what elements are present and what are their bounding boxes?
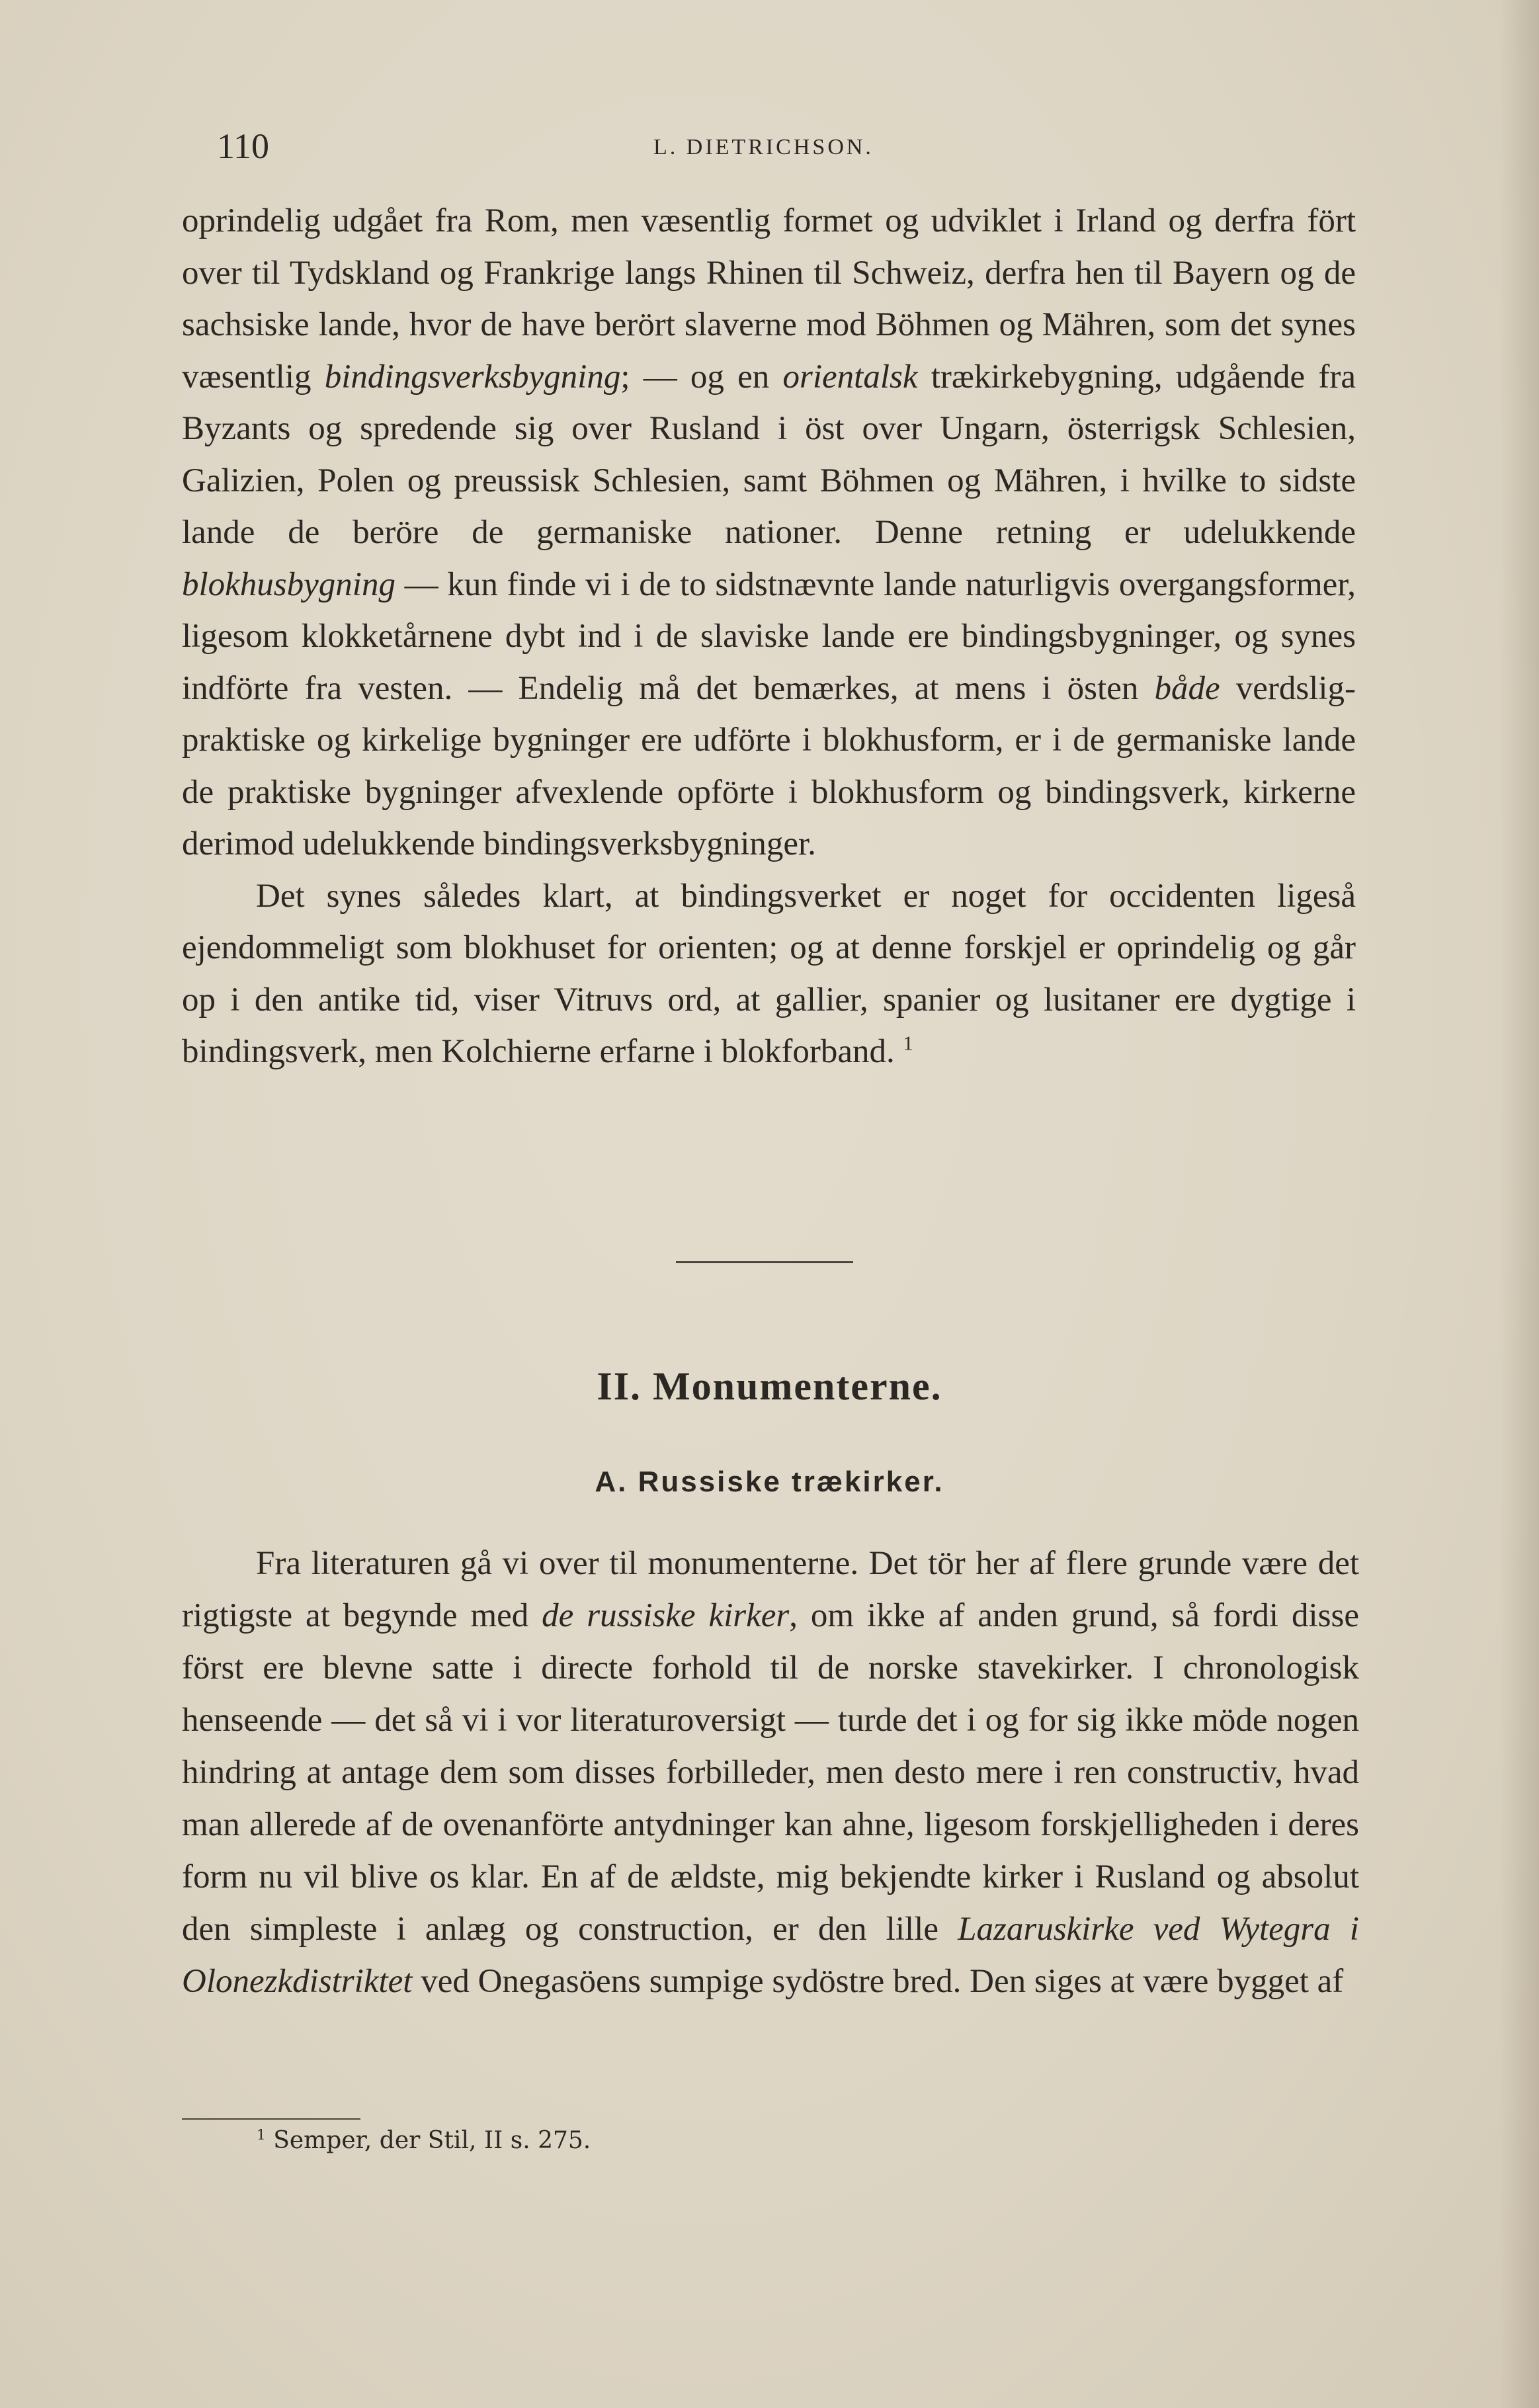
text-segment: ; — og en [620, 358, 783, 395]
running-head: L. DIETRICHSON. [653, 135, 874, 159]
paragraph-2 [182, 870, 1356, 1078]
text-segment: verdslig-praktiske og kirkelige bygninger ere udförte i blokhusform, er i de germaniske lande de praktiske bygninger afvexlende opförte i blokhusform og bindingsverk, kirkerne derimod udelukkende bindingsverksbygninger. [182, 669, 1356, 862]
text-segment: , om ikke af anden grund, så fordi disse först ere blevne satte i directe forhold til de norske stavekirker. I chronologisk henseende — det så vi i vor literaturoversigt — turde det i og for sig ikke möde nogen hindring at antage dem som disses forbilleder, men desto mere i ren constructiv, hvad man allerede af de ovenanförte antydninger kan ahne, ligesom forskjelligheden i deres form nu vil blive os klar. En af de ældste, mig bekjendte kirker i Rusland og absolut den simpleste i anlæg og construction, er den lille [182, 1597, 1359, 1948]
italic-term: både [1154, 669, 1220, 707]
footnote-marker: 1 [257, 2127, 266, 2144]
page-header [217, 126, 1354, 172]
paragraph-1 [182, 195, 1356, 870]
page-number: 110 [217, 126, 269, 166]
text-segment: oprindelig udgået fra Rom, men væsentlig formet og udviklet i Irland og derfra fört over til Tydskland og Frankrige langs Rhinen til Schweiz, derfra hen til Bayern og de sachsiske lande, hvor de have berört slaverne mod Böhmen og Mähren, som det synes væsentlig [182, 202, 1356, 395]
paragraph-3 [182, 1538, 1359, 2008]
italic-term: de russiske kirker [542, 1597, 790, 1634]
text-segment: Det synes således klart, at bindingsverket er noget for occidenten ligeså ejendommeligt som blokhuset for orienten; og at denne forskjel er oprindelig og går op i den antike tid, viser Vitruvs ord, at gallier, spanier og lusitaner ere dygtige i bindingsverk, men Kolchierne erfarne i blokforband. [182, 877, 1356, 1070]
page-edge-shadow [1499, 0, 1539, 2408]
section-divider [676, 1261, 853, 1263]
body-text-bottom [182, 1538, 1359, 2008]
footnote-reference[interactable]: 1 [903, 1032, 913, 1055]
footnote-divider [182, 2118, 360, 2120]
text-segment: — kun finde vi i de to sidstnævnte lande naturligvis overgangsformer, ligesom klokketårnene dybt ind i de slaviske lande ere bindingsbygninger, og synes indförte fra vesten. — Endelig må det bemærkes, at mens i östen [182, 565, 1356, 707]
subsection-title: A. Russiske trækirker. [595, 1466, 944, 1498]
text-segment: Fra literaturen gå vi over til monumenterne. Det tör her af flere grunde være det rigtigste at begynde med [182, 1545, 1359, 1634]
section-title: II. Monumenterne. [597, 1364, 942, 1408]
footnote [257, 2124, 591, 2157]
italic-term: bindingsverksbygning [324, 358, 621, 395]
text-segment: trækirkebygning, udgående fra Byzants og spredende sig over Rusland i öst over Ungarn, österrigsk Schlesien, Galizien, Polen og preussisk Schlesien, samt Böhmen og Mähren, i hvilke to sidste lande de beröre de germaniske nationer. Denne retning er udelukkende [182, 358, 1356, 551]
text-segment: ved Onegasöens sumpige sydöstre bred. Den siges at være bygget af [412, 1963, 1344, 2000]
italic-term: Lazaruskirke ved Wytegra i Olonezkdistriktet [182, 1911, 1359, 2000]
italic-term: blokhusbygning [182, 565, 395, 603]
italic-term: orientalsk [782, 358, 918, 395]
footnote-text: Semper, der Stil, II s. 275. [273, 2127, 591, 2154]
body-text-top [182, 195, 1356, 1078]
